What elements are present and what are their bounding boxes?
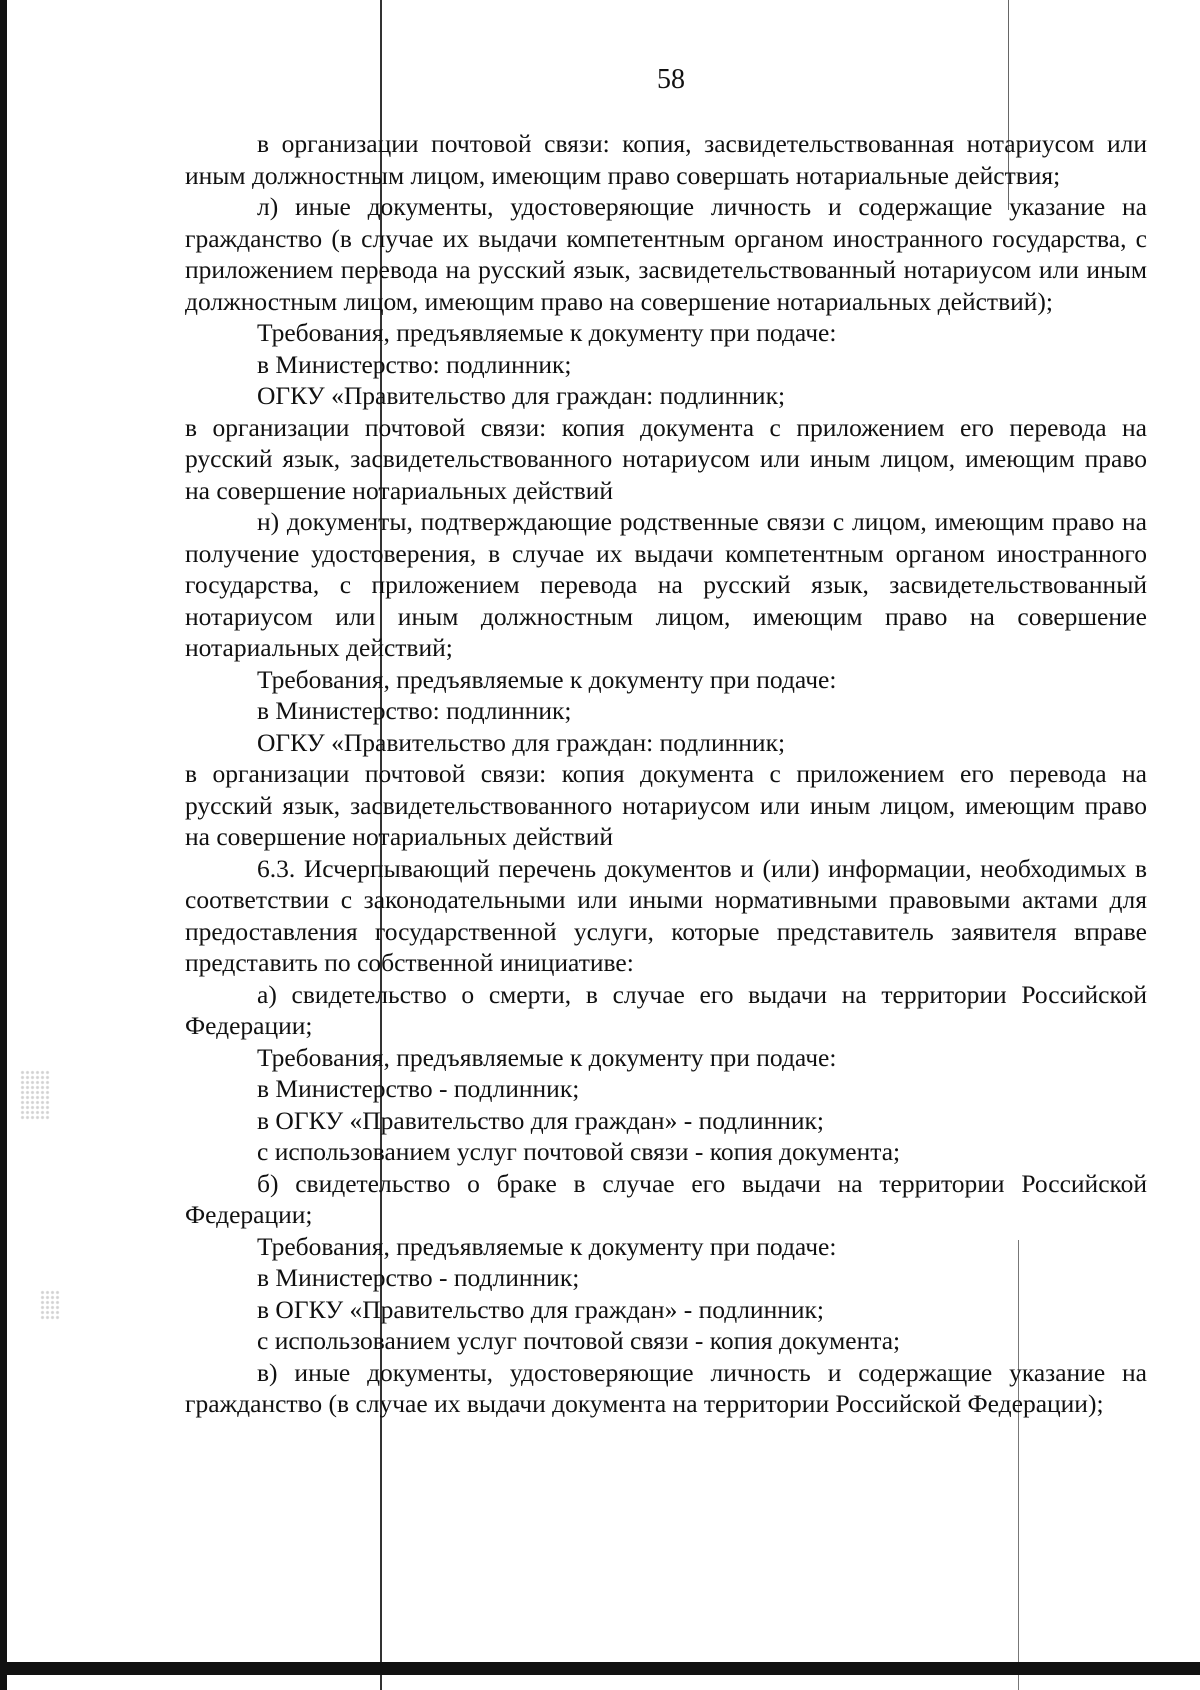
paragraph: в ОГКУ «Правительство для граждан» - подлинник; xyxy=(257,1294,824,1324)
scan-edge-left xyxy=(0,0,7,1690)
paragraph: Требования, предъявляемые к документу при подаче: xyxy=(257,1042,837,1072)
paragraph: в организации почтовой связи: копия документа с приложением его перевода на русский язык, засвидетельствованного нотариусом или иным лицом, имеющим право на совершение нотариальных действий xyxy=(185,759,1147,851)
paragraph: б) свидетельство о браке в случае его выдачи на территории Российской Федерации; xyxy=(185,1168,1147,1229)
scan-noise xyxy=(20,1070,50,1120)
paragraph: л) иные документы, удостоверяющие личность и содержащие указание на гражданство (в случае их выдачи компетентным органом иностранного государства, с приложением перевода на русский язык, засвидетельствованный нотариусом или иным должностным лицом, имеющим право на совершение нотариальных действий); xyxy=(185,192,1147,316)
paragraph: с использованием услуг почтовой связи - копия документа; xyxy=(257,1326,901,1355)
paragraph: ОГКУ «Правительство для граждан: подлинник; xyxy=(257,727,786,757)
paragraph: 6.3. Исчерпывающий перечень документов и (или) информации, необходимых в соответствии с законодательными или иными нормативными правовыми актами для предоставления государственной услуги, которые представитель заявителя вправе представить по собственной инициативе: xyxy=(185,853,1147,977)
page-number: 58 xyxy=(657,64,685,95)
paragraph: в организации почтовой связи: копия документа с приложением его перевода на русский язык, засвидетельствованного нотариусом или иным лицом, имеющим право на совершение нотариальных действий xyxy=(185,412,1147,505)
paragraph: Требования, предъявляемые к документу при подаче: xyxy=(257,664,837,694)
paragraph: а) свидетельство о смерти, в случае его выдачи на территории Российской Федерации; xyxy=(185,979,1147,1040)
paragraph: ОГКУ «Правительство для граждан: подлинник; xyxy=(257,381,786,410)
paragraph: в Министерство - подлинник; xyxy=(257,1263,580,1292)
paragraph: в организации почтовой связи: копия, засвидетельствованная нотариусом или иным должностным лицом, имеющим право совершать нотариальные действия; xyxy=(185,129,1147,190)
paragraph: н) документы, подтверждающие родственные связи с лицом, имеющим право на получение удостоверения, в случае их выдачи компетентным органом иностранного государства, с приложением перевода на русский язык, засвидетельствованный нотариусом или иным должностным лицом, имеющим право на совершение нотариальных действий; xyxy=(185,507,1147,662)
paragraph: в Министерство: подлинник; xyxy=(257,349,572,379)
scan-edge-bottom xyxy=(0,1662,1200,1675)
paragraph: Требования, предъявляемые к документу при подаче: xyxy=(257,318,837,347)
paragraph: Требования, предъявляемые к документу при подаче: xyxy=(257,1231,837,1261)
scan-noise xyxy=(40,1290,60,1320)
paragraph: в Министерство: подлинник; xyxy=(257,696,572,725)
paragraph: в) иные документы, удостоверяющие личность и содержащие указание на гражданство (в случае их выдачи документа на территории Российской Федерации); xyxy=(185,1357,1147,1418)
paragraph: в Министерство - подлинник; xyxy=(257,1074,580,1103)
paragraph: с использованием услуг почтовой связи - копия документа; xyxy=(257,1137,901,1166)
document-body xyxy=(185,128,1147,1420)
paragraph: в ОГКУ «Правительство для граждан» - подлинник; xyxy=(257,1105,824,1135)
